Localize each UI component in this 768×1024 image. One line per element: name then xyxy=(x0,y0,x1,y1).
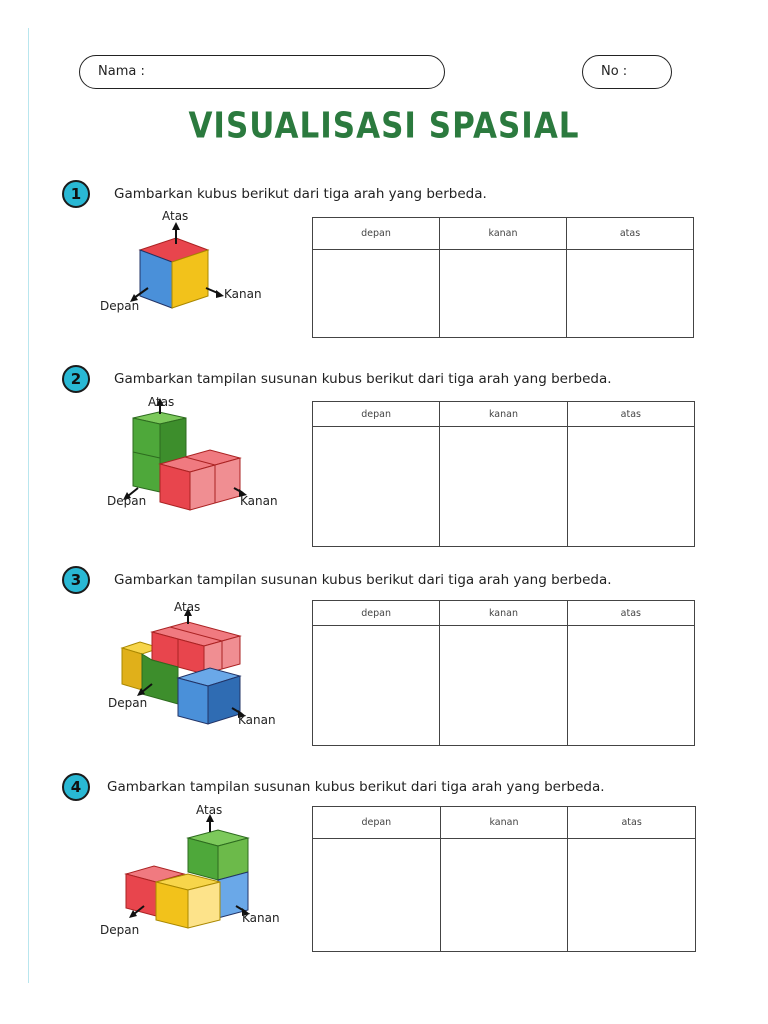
q4-cell-depan[interactable] xyxy=(313,839,441,952)
question-2-figure xyxy=(100,392,290,517)
question-4-figure xyxy=(96,800,296,940)
q1-col-kanan: kanan xyxy=(440,218,567,250)
q1-cell-depan[interactable] xyxy=(313,250,440,338)
question-1-number: 1 xyxy=(62,180,90,208)
q1-cell-kanan[interactable] xyxy=(440,250,567,338)
q4-col-kanan: kanan xyxy=(440,807,568,839)
q3-col-kanan: kanan xyxy=(440,601,567,626)
page-title: VISUALISASI SPASIAL xyxy=(188,105,580,147)
q2-col-kanan: kanan xyxy=(440,402,567,427)
question-4-text: Gambarkan tampilan susunan kubus berikut dari tiga arah yang berbeda. xyxy=(107,779,605,795)
q1-col-atas: atas xyxy=(567,218,694,250)
question-1-text: Gambarkan kubus berikut dari tiga arah yang berbeda. xyxy=(114,186,487,202)
question-1-answer-table xyxy=(312,217,694,338)
question-4-answer-table xyxy=(312,806,696,952)
number-label: No : xyxy=(601,64,628,79)
q4-col-atas: atas xyxy=(568,807,696,839)
q4-label-front: Depan xyxy=(100,923,140,937)
q2-col-atas: atas xyxy=(567,402,694,427)
q3-cell-depan[interactable] xyxy=(313,626,440,746)
question-1-figure xyxy=(90,210,280,320)
q3-col-atas: atas xyxy=(567,601,694,626)
q2-cell-depan[interactable] xyxy=(313,427,440,547)
q3-cell-kanan[interactable] xyxy=(440,626,567,746)
q2-cell-kanan[interactable] xyxy=(440,427,567,547)
q1-label-top: Atas xyxy=(162,210,189,223)
q1-cell-atas[interactable] xyxy=(567,250,694,338)
q3-label-right: Kanan xyxy=(238,713,276,727)
q2-col-depan: depan xyxy=(313,402,440,427)
q2-label-front: Depan xyxy=(107,494,147,508)
q3-col-depan: depan xyxy=(313,601,440,626)
name-field[interactable] xyxy=(79,55,445,89)
q4-label-right: Kanan xyxy=(242,911,280,925)
question-3-number: 3 xyxy=(62,566,90,594)
name-label: Nama : xyxy=(98,64,145,79)
question-4-number: 4 xyxy=(62,773,90,801)
number-field[interactable] xyxy=(582,55,672,89)
q4-cell-kanan[interactable] xyxy=(440,839,568,952)
q2-label-top: Atas xyxy=(148,395,175,409)
question-2-answer-table xyxy=(312,401,695,547)
q1-label-right: Kanan xyxy=(224,287,262,301)
q4-cell-atas[interactable] xyxy=(568,839,696,952)
q1-col-depan: depan xyxy=(313,218,440,250)
q3-label-top: Atas xyxy=(174,600,201,614)
q3-cell-atas[interactable] xyxy=(567,626,694,746)
question-2-number: 2 xyxy=(62,365,90,393)
q4-label-top: Atas xyxy=(196,803,223,817)
q2-label-right: Kanan xyxy=(240,494,278,508)
question-3-answer-table xyxy=(312,600,695,746)
q3-label-front: Depan xyxy=(108,696,148,710)
question-3-figure xyxy=(100,598,290,733)
question-2-text: Gambarkan tampilan susunan kubus berikut dari tiga arah yang berbeda. xyxy=(114,371,612,387)
question-3-text: Gambarkan tampilan susunan kubus berikut dari tiga arah yang berbeda. xyxy=(114,572,612,588)
q4-col-depan: depan xyxy=(313,807,441,839)
q1-label-front: Depan xyxy=(100,299,140,313)
q2-cell-atas[interactable] xyxy=(567,427,694,547)
